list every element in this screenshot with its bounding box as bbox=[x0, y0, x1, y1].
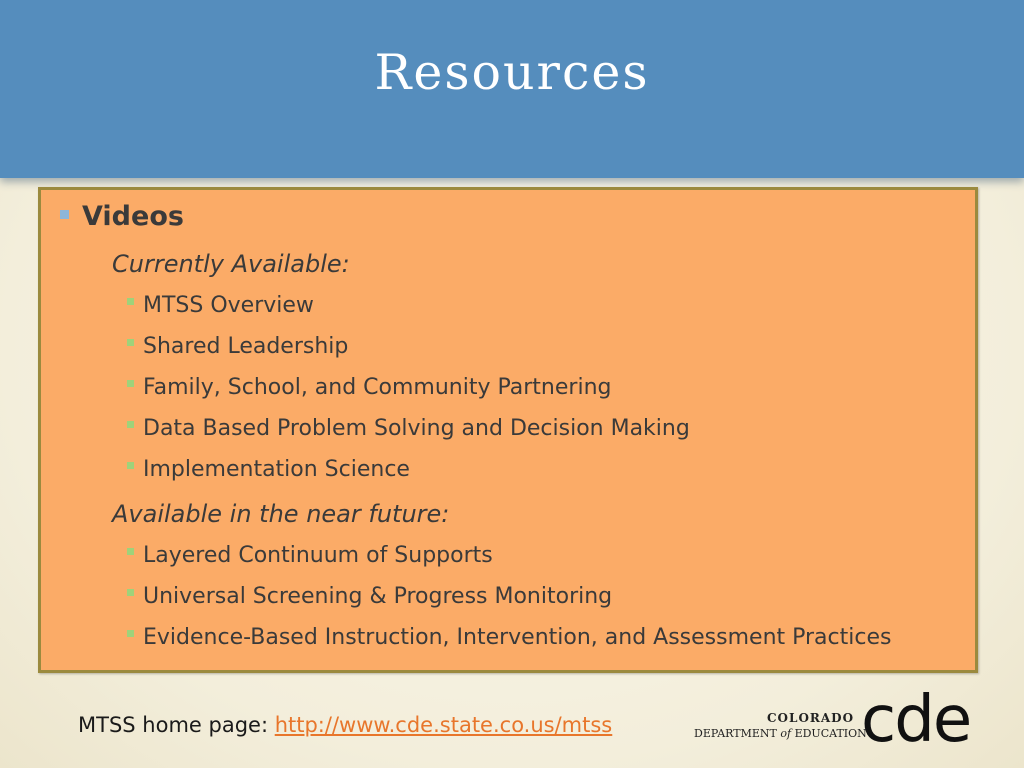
footer-text bbox=[78, 713, 612, 737]
bullet-square-icon bbox=[127, 462, 134, 469]
bullet-square-icon bbox=[127, 380, 134, 387]
list-item: Universal Screening & Progress Monitoring bbox=[143, 584, 613, 609]
section-label-current: Currently Available: bbox=[112, 250, 350, 278]
mtss-home-link[interactable]: http://www.cde.state.co.us/mtss bbox=[274, 713, 613, 737]
list-item: Implementation Science bbox=[143, 457, 410, 482]
bullet-square-icon bbox=[127, 339, 134, 346]
logo-of-word: of bbox=[780, 727, 792, 740]
footer-label: MTSS home page: bbox=[78, 713, 275, 737]
logo-mark: cde bbox=[861, 683, 971, 757]
header-bar bbox=[0, 0, 1024, 178]
slide-title: Resources bbox=[374, 44, 650, 101]
section-label-future: Available in the near future: bbox=[112, 500, 450, 528]
bullet-square-icon bbox=[60, 210, 69, 219]
bullet-square-icon bbox=[127, 298, 134, 305]
bullet-square-icon bbox=[127, 548, 134, 555]
list-item: Layered Continuum of Supports bbox=[143, 543, 493, 568]
videos-heading: Videos bbox=[82, 201, 184, 232]
list-item: MTSS Overview bbox=[143, 293, 314, 318]
logo-colorado: COLORADO bbox=[767, 711, 855, 725]
content-box bbox=[38, 187, 978, 673]
bullet-square-icon bbox=[127, 589, 134, 596]
logo-education-word: EDUCATION bbox=[794, 727, 867, 740]
logo-department bbox=[694, 727, 867, 740]
list-item: Data Based Problem Solving and Decision Making bbox=[143, 416, 690, 441]
bullet-square-icon bbox=[127, 630, 134, 637]
bullet-square-icon bbox=[127, 421, 134, 428]
list-item: Shared Leadership bbox=[143, 334, 349, 359]
list-item: Evidence-Based Instruction, Intervention, and Assessment Practices bbox=[143, 625, 892, 650]
logo-department-word: DEPARTMENT bbox=[694, 727, 777, 740]
list-item: Family, School, and Community Partnering bbox=[143, 375, 612, 400]
